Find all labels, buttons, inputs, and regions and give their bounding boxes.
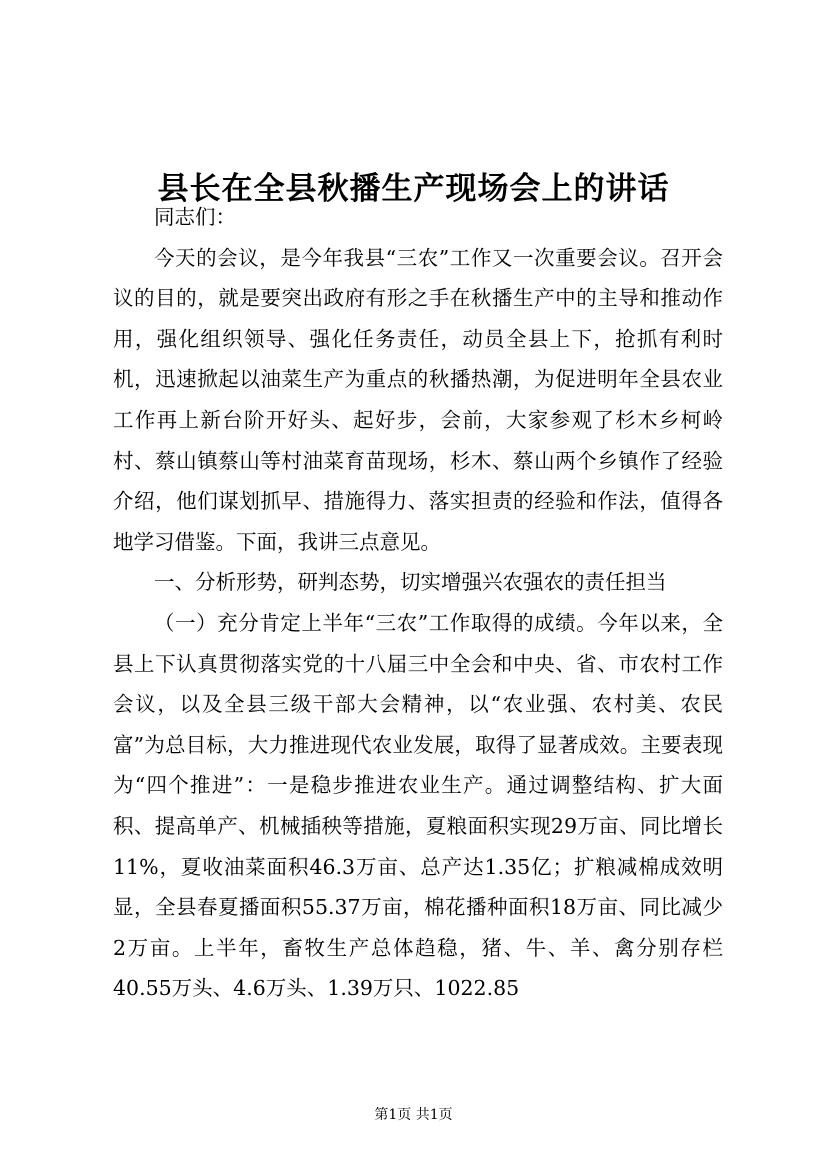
paragraph-achievements: （一）充分肯定上半年“三农”工作取得的成绩。今年以来，全县上下认真贯彻落实党的十八届三中全会和中央、省、市农村工作会议，以及全县三级干部大会精神，以“农业强、农村美、农民富”为总目标，大力推进现代农业发展，取得了显著成效。主要表现为“四个推进”：一是稳步推进农业生产。通过调整结构、扩大面积、提高单产、机械插秧等措施，夏粮面积实现29万亩、同比增长11%，夏收油菜面积46.3万亩、总产达1.35亿；扩粮减棉成效明显，全县春夏播面积55.37万亩，棉花播种面积18万亩、同比减少2万亩。上半年，畜牧生产总体趋稳，猪、牛、羊、禽分别存栏40.55万头、4.6万头、1.39万只、1022.85 (113, 610, 723, 1001)
paragraph-intro: 今天的会议，是今年我县“三农”工作又一次重要会议。召开会议的目的，就是要突出政府有形之手在秋播生产中的主导和推动作用，强化组织领导、强化任务责任，动员全县上下，抢抓有利时机，迅速掀起以油菜生产为重点的秋播热潮，为促进明年全县农业工作再上新台阶开好头、起好步，会前，大家参观了杉木乡柯岭村、蔡山镇蔡山等村油菜育苗现场，杉木、蔡山两个乡镇作了经验介绍，他们谋划抓早、措施得力、落实担责的经验和作法，值得各地学习借鉴。下面，我讲三点意见。 (113, 245, 723, 554)
document-body (113, 197, 723, 1009)
page-footer: 第1页 共1页 (374, 1107, 453, 1123)
salutation: 同志们： (154, 205, 236, 229)
document-title: 县长在全县秋播生产现场会上的讲话 (157, 170, 670, 207)
section-heading-1: 一、分析形势，研判态势，切实增强兴农强农的责任担当 (154, 570, 667, 595)
